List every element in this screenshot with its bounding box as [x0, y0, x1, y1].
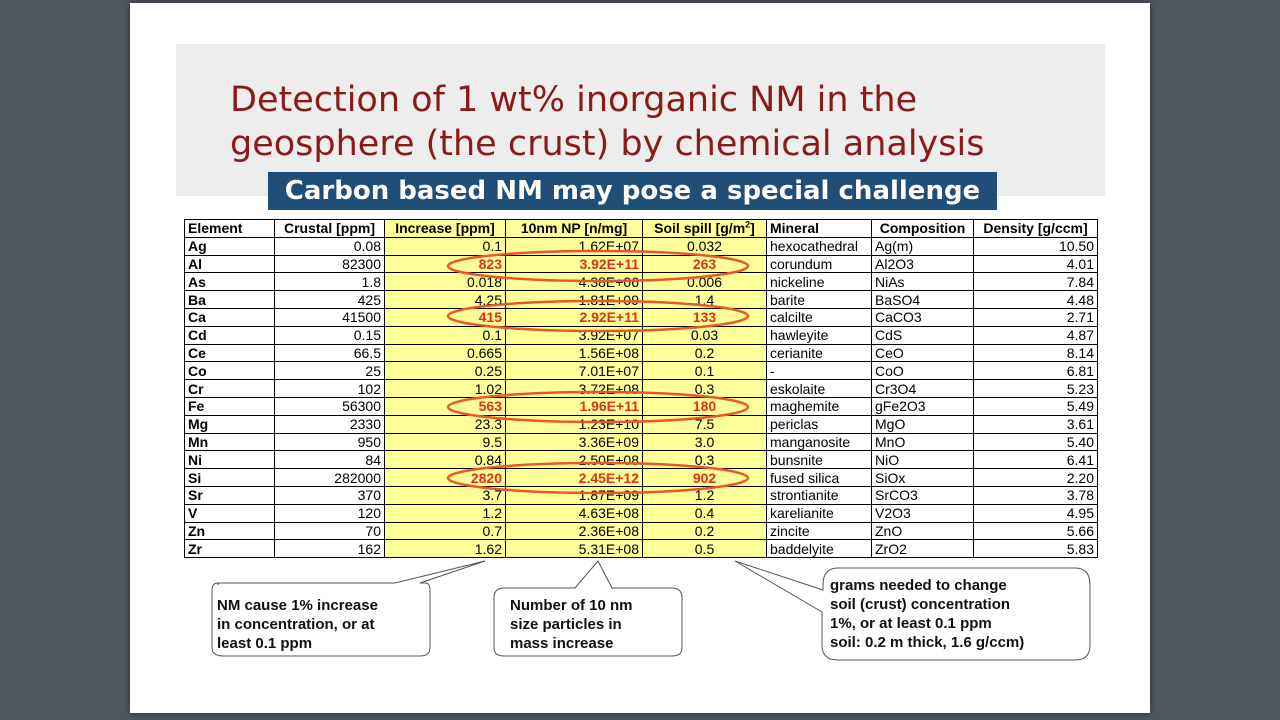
callout-particles [510, 596, 680, 653]
cell-composition: ZnO [872, 522, 974, 540]
highlight-ellipses [448, 251, 748, 493]
callout-increase-line-2: in concentration, or at [217, 616, 375, 633]
cell-np: 3.72E+08 [506, 380, 643, 398]
header-increase: Increase [ppm] [385, 220, 506, 238]
cell-crustal: 162 [275, 540, 385, 558]
cell-increase: 563 [385, 397, 506, 415]
cell-crustal: 56300 [275, 397, 385, 415]
cell-np: 1.23E+10 [506, 415, 643, 433]
cell-mineral: bunsnite [767, 451, 872, 469]
cell-crustal: 950 [275, 433, 385, 451]
cell-increase: 3.7 [385, 486, 506, 504]
cell-mineral: manganosite [767, 433, 872, 451]
cell-soil-spill: 133 [643, 308, 767, 326]
cell-np: 3.92E+11 [506, 255, 643, 273]
cell-soil-spill: 0.2 [643, 344, 767, 362]
callout-particles-line-2: size particles in [510, 616, 622, 633]
cell-density: 5.40 [974, 433, 1098, 451]
cell-increase: 1.62 [385, 540, 506, 558]
cell-np: 7.01E+07 [506, 362, 643, 380]
cell-mineral: zincite [767, 522, 872, 540]
cell-density: 4.48 [974, 291, 1098, 309]
cell-mineral: - [767, 362, 872, 380]
cell-crustal: 0.15 [275, 326, 385, 344]
cell-element: Mg [185, 415, 275, 433]
ellipse-si [448, 463, 748, 493]
cell-composition: Al2O3 [872, 255, 974, 273]
cell-element: Fe [185, 397, 275, 415]
cell-increase: 1.2 [385, 504, 506, 522]
callout-grams-line-1: grams needed to change [830, 577, 1007, 594]
cell-mineral: calcilte [767, 308, 872, 326]
cell-soil-spill: 180 [643, 397, 767, 415]
cell-composition: Cr3O4 [872, 380, 974, 398]
cell-element: As [185, 273, 275, 291]
cell-np: 1.62E+07 [506, 237, 643, 255]
cell-mineral: karelianite [767, 504, 872, 522]
header-soil-spill-close: ] [750, 220, 755, 237]
header-mineral: Mineral [767, 220, 872, 238]
cell-density: 5.23 [974, 380, 1098, 398]
cell-element: Mn [185, 433, 275, 451]
cell-composition: gFe2O3 [872, 397, 974, 415]
cell-np: 1.87E+09 [506, 486, 643, 504]
cell-increase: 0.7 [385, 522, 506, 540]
cell-density: 4.87 [974, 326, 1098, 344]
cell-increase: 0.018 [385, 273, 506, 291]
cell-crustal: 66.5 [275, 344, 385, 362]
header-element: Element [185, 220, 275, 238]
ellipse-ca [448, 301, 748, 331]
cell-composition: MgO [872, 415, 974, 433]
header-density: Density [g/ccm] [974, 220, 1098, 238]
cell-soil-spill: 0.03 [643, 326, 767, 344]
cell-mineral: baddelyite [767, 540, 872, 558]
cell-soil-spill: 0.2 [643, 522, 767, 540]
cell-np: 4.63E+08 [506, 504, 643, 522]
cell-element: Ce [185, 344, 275, 362]
cell-composition: Ag(m) [872, 237, 974, 255]
callout-grams [830, 576, 1088, 652]
cell-element: Co [185, 362, 275, 380]
callout-increase-line-1: NM cause 1% increase [217, 597, 378, 614]
cell-element: V [185, 504, 275, 522]
cell-crustal: 82300 [275, 255, 385, 273]
cell-np: 2.92E+11 [506, 308, 643, 326]
cell-soil-spill: 1.2 [643, 486, 767, 504]
cell-density: 4.01 [974, 255, 1098, 273]
cell-crustal: 41500 [275, 308, 385, 326]
cell-crustal: 425 [275, 291, 385, 309]
cell-crustal: 84 [275, 451, 385, 469]
cell-mineral: nickeline [767, 273, 872, 291]
cell-mineral: periclas [767, 415, 872, 433]
header-crustal: Crustal [ppm] [275, 220, 385, 238]
cell-mineral: fused silica [767, 469, 872, 487]
cell-increase: 0.25 [385, 362, 506, 380]
header-soil-spill-sup: 2 [745, 219, 751, 230]
cell-soil-spill: 263 [643, 255, 767, 273]
header-soil-spill-text: Soil spill [g/m [654, 220, 746, 237]
cell-element: Zn [185, 522, 275, 540]
cell-soil-spill: 0.4 [643, 504, 767, 522]
cell-element: Sr [185, 486, 275, 504]
cell-np: 1.81E+09 [506, 291, 643, 309]
cell-increase: 0.84 [385, 451, 506, 469]
callout-grams-line-3: 1%, or at least 0.1 ppm [830, 615, 992, 632]
ellipse-al [448, 251, 748, 281]
cell-np: 2.36E+08 [506, 522, 643, 540]
cell-increase: 23.3 [385, 415, 506, 433]
cell-soil-spill: 0.3 [643, 451, 767, 469]
callout-particles-line-1: Number of 10 nm [510, 597, 633, 614]
cell-composition: MnO [872, 433, 974, 451]
cell-composition: CoO [872, 362, 974, 380]
cell-crustal: 1.8 [275, 273, 385, 291]
cell-density: 3.61 [974, 415, 1098, 433]
cell-soil-spill: 0.5 [643, 540, 767, 558]
cell-soil-spill: 0.3 [643, 380, 767, 398]
cell-soil-spill: 0.032 [643, 237, 767, 255]
cell-np: 1.56E+08 [506, 344, 643, 362]
cell-np: 4.38E+06 [506, 273, 643, 291]
ellipse-fe [448, 392, 748, 422]
cell-composition: CaCO3 [872, 308, 974, 326]
cell-mineral: corundum [767, 255, 872, 273]
cell-density: 4.95 [974, 504, 1098, 522]
cell-element: Cr [185, 380, 275, 398]
callout-grams-line-2: soil (crust) concentration [830, 596, 1011, 613]
cell-composition: BaSO4 [872, 291, 974, 309]
cell-np: 3.36E+09 [506, 433, 643, 451]
subtitle-banner: Carbon based NM may pose a special challenge [268, 172, 997, 210]
cell-increase: 4.25 [385, 291, 506, 309]
cell-crustal: 25 [275, 362, 385, 380]
cell-crustal: 0.08 [275, 237, 385, 255]
callout-grams-line-4: soil: 0.2 m thick, 1.6 g/ccm) [830, 634, 1025, 651]
cell-increase: 9.5 [385, 433, 506, 451]
cell-crustal: 282000 [275, 469, 385, 487]
callout-particles-line-3: mass increase [510, 635, 614, 652]
cell-element: Ni [185, 451, 275, 469]
cell-density: 3.78 [974, 486, 1098, 504]
cell-composition: CdS [872, 326, 974, 344]
cell-soil-spill: 0.006 [643, 273, 767, 291]
cell-soil-spill: 1.4 [643, 291, 767, 309]
cell-composition: V2O3 [872, 504, 974, 522]
title-line-2: geosphere (the crust) by chemical analysis [230, 124, 985, 164]
cell-soil-spill: 902 [643, 469, 767, 487]
cell-density: 5.66 [974, 522, 1098, 540]
cell-crustal: 102 [275, 380, 385, 398]
cell-soil-spill: 7.5 [643, 415, 767, 433]
cell-mineral: barite [767, 291, 872, 309]
cell-composition: NiAs [872, 273, 974, 291]
cell-composition: SiOx [872, 469, 974, 487]
cell-mineral: hawleyite [767, 326, 872, 344]
cell-increase: 0.665 [385, 344, 506, 362]
cell-density: 6.41 [974, 451, 1098, 469]
cell-composition: SrCO3 [872, 486, 974, 504]
cell-np: 3.92E+07 [506, 326, 643, 344]
cell-element: Zr [185, 540, 275, 558]
callout-increase-line-3: least 0.1 ppm [217, 635, 313, 652]
cell-crustal: 120 [275, 504, 385, 522]
cell-element: Ca [185, 308, 275, 326]
cell-density: 5.49 [974, 397, 1098, 415]
cell-element: Si [185, 469, 275, 487]
cell-mineral: strontianite [767, 486, 872, 504]
cell-increase: 0.1 [385, 237, 506, 255]
cell-mineral: cerianite [767, 344, 872, 362]
cell-increase: 415 [385, 308, 506, 326]
cell-composition: ZrO2 [872, 540, 974, 558]
cell-crustal: 70 [275, 522, 385, 540]
cell-increase: 2820 [385, 469, 506, 487]
cell-np: 1.96E+11 [506, 397, 643, 415]
cell-np: 5.31E+08 [506, 540, 643, 558]
cell-increase: 1.02 [385, 380, 506, 398]
cell-density: 5.83 [974, 540, 1098, 558]
callout-increase [217, 596, 427, 653]
cell-density: 2.71 [974, 308, 1098, 326]
cell-increase: 0.1 [385, 326, 506, 344]
cell-np: 2.45E+12 [506, 469, 643, 487]
cell-element: Ba [185, 291, 275, 309]
header-composition: Composition [872, 220, 974, 238]
cell-density: 7.84 [974, 273, 1098, 291]
cell-increase: 823 [385, 255, 506, 273]
cell-soil-spill: 3.0 [643, 433, 767, 451]
cell-composition: CeO [872, 344, 974, 362]
cell-density: 6.81 [974, 362, 1098, 380]
header-np: 10nm NP [n/mg] [506, 220, 643, 238]
cell-density: 10.50 [974, 237, 1098, 255]
cell-density: 8.14 [974, 344, 1098, 362]
cell-np: 2.50E+08 [506, 451, 643, 469]
cell-element: Al [185, 255, 275, 273]
cell-crustal: 370 [275, 486, 385, 504]
title-line-1: Detection of 1 wt% inorganic NM in the [230, 80, 918, 120]
cell-mineral: hexocathedral [767, 237, 872, 255]
cell-crustal: 2330 [275, 415, 385, 433]
cell-mineral: eskolaite [767, 380, 872, 398]
cell-composition: NiO [872, 451, 974, 469]
cell-element: Cd [185, 326, 275, 344]
cell-density: 2.20 [974, 469, 1098, 487]
cell-mineral: maghemite [767, 397, 872, 415]
cell-element: Ag [185, 237, 275, 255]
cell-soil-spill: 0.1 [643, 362, 767, 380]
